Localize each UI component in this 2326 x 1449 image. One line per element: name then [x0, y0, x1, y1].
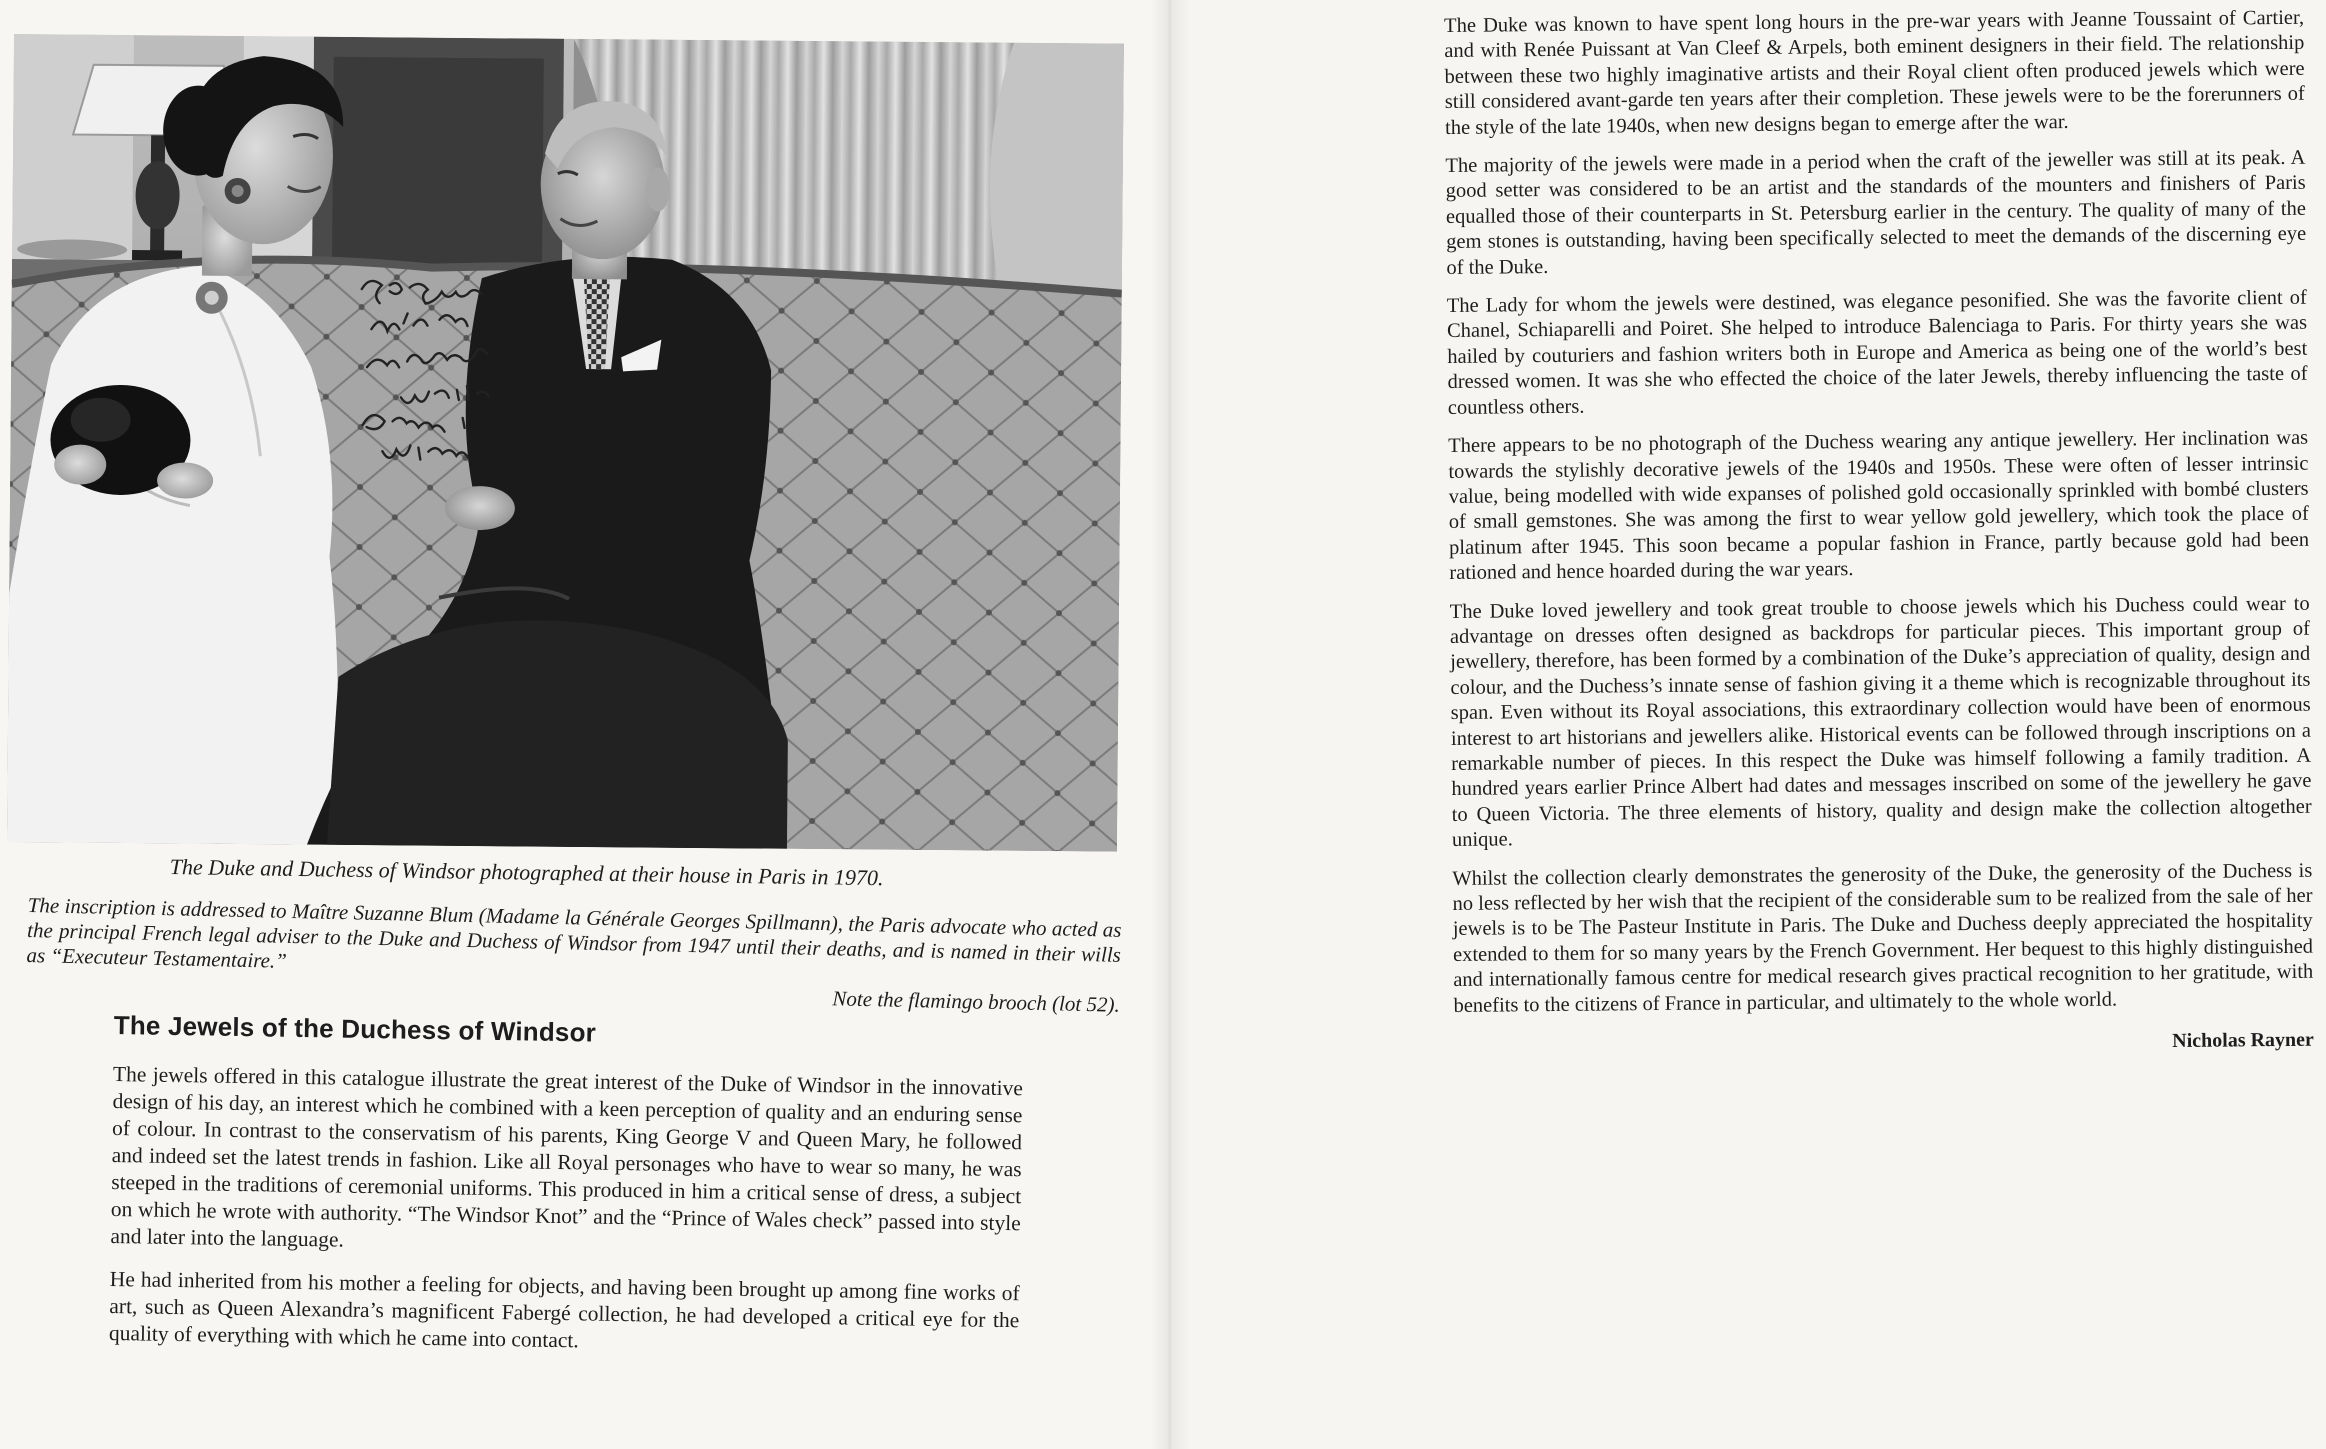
- essay-paragraph: The Duke loved jewellery and took great trouble to choose jewels which his Duchess could wear to advantage on dresses often designed as backdrops for particular pieces. This important group of jewellery, therefore, has been formed by a combination of the Duke’s appreciation of quality, design and colour, and the Duchess’s innate sense of fashion giving it a theme which is recognizable throughout its span. Even without its Royal associations, this extraordinary collection would have been of enormous interest to art historians and jewellers alike. Historical events can be followed through inscriptions on a remarkable number of pieces. In this respect the Duke was himself following a family tradition. A hundred years earlier Prince Albert had dates and messages inscribed on some of the jewellery he gave to Queen Victoria. The three elements of history, quality and design make the collection altogether unique.: [1449, 592, 2312, 852]
- essay-section: [108, 1010, 1023, 1377]
- essay-paragraph: The jewels offered in this catalogue illustrate the great interest of the Duke of Windsor in the innovative design of his day, an interest which he combined with a keen perception of quality and an enduring sense of colour. In contrast to the conservatism of his parents, King George V and Queen Mary, he followed and indeed set the latest trends in fashion. Like all Royal personages who have to wear so many, he was steeped in the traditions of ceremonial uniforms. This produced in him a critical sense of dress, a subject on which he wrote with authority. “The Windsor Knot” and the “Prince of Wales check” passed into style and later into the language.: [110, 1061, 1024, 1252]
- right-page: [1168, 0, 2326, 1449]
- essay-title: The Jewels of the Duchess of Windsor: [113, 1010, 597, 1048]
- inscription-caption: [26, 893, 1122, 1018]
- essay-paragraph: He had inherited from his mother a feeling for objects, and having been brought up among fine works of art, such as Queen Alexandra’s magnificent Fabergé collection, he had developed a critical eye for the quality of everything with which he came into contact.: [108, 1266, 1020, 1353]
- flamingo-brooch-note: Note the flamingo brooch (lot 52).: [832, 986, 1121, 1017]
- inscription-caption-text: The inscription is addressed to Maître Suzanne Blum (Madame la Générale Georges Spillmann), the Paris advocate who acted as the principal French legal adviser to the Duke and Duchess of Windsor from 1947 until their deaths, and is named in their wills as “Executeur Testamentaire.”: [26, 893, 1122, 973]
- essay-continuation: [1444, 6, 2314, 1060]
- essay-paragraph: Whilst the collection clearly demonstrates the generosity of the Duke, the generosity of the Duchess is no less reflected by her wish that the recipient of the considerable sum to be realized from the sale of her jewels is to be The Pasteur Institute in Paris. The Duke and Duchess deeply appreciated the hospitality extended to them for so many years by the French Government. Her bequest to this highly distinguished and internationally famous centre for medical research gives practical recognition to her gratitude, with benefits to the citizens of France in particular, and ultimately to the whole world.: [1452, 859, 2314, 1017]
- essay-paragraph: The Duke was known to have spent long hours in the pre-war years with Jeanne Toussaint of Cartier, and with Renée Puissant at Van Cleef & Arpels, both eminent designers in their field. The relationship between these two highly imaginative artists and their Royal client often produced jewels which were still considered avant-garde ten years after their completion. These jewels were to be the forerunners of the style of the late 1940s, when new designs began to emerge after the war.: [1444, 6, 2305, 139]
- essay-paragraph: There appears to be no photograph of the Duchess wearing any antique jewellery. Her inclination was towards the stylishly decorative jewels of the 1940s and 1950s. These were often of lesser intrinsic value, being modelled with wide expanses of polished gold occasionally sprinkled with bombé clusters of small gemstones. She was among the first to wear yellow gold jewellery, which took the place of platinum after 1945. This soon became a popular fashion in France, partly because gold had been rationed and hence hoarded during the war years.: [1448, 426, 2310, 585]
- book-gutter: [1150, 0, 1190, 1449]
- photo-caption: The Duke and Duchess of Windsor photographed at their house in Paris in 1970.: [169, 854, 884, 891]
- duke-duchess-photograph: [7, 34, 1124, 852]
- essay-paragraph: The Lady for whom the jewels were destined, was elegance pesonified. She was the favorite client of Chanel, Schiaparelli and Poiret. She helped to introduce Balenciaga to Paris. For thirty years she was hailed by couturiers and fashion writers both in Europe and America as being one of the world’s best dressed women. It was she who effected the choice of the later Jewels, thereby influencing the taste of countless others.: [1446, 286, 2308, 419]
- essay-paragraph: The majority of the jewels were made in a period when the craft of the jeweller was still at its peak. A good setter was considered to be an artist and the standards of the mounters and finishers of Paris equalled those of their counterparts in St. Petersburg earlier in the century. The quality of many of the gem stones is outstanding, having been specifically selected to meet the demands of the discerning eye of the Duke.: [1445, 146, 2307, 279]
- author-signature: Nicholas Rayner: [2172, 1028, 2314, 1053]
